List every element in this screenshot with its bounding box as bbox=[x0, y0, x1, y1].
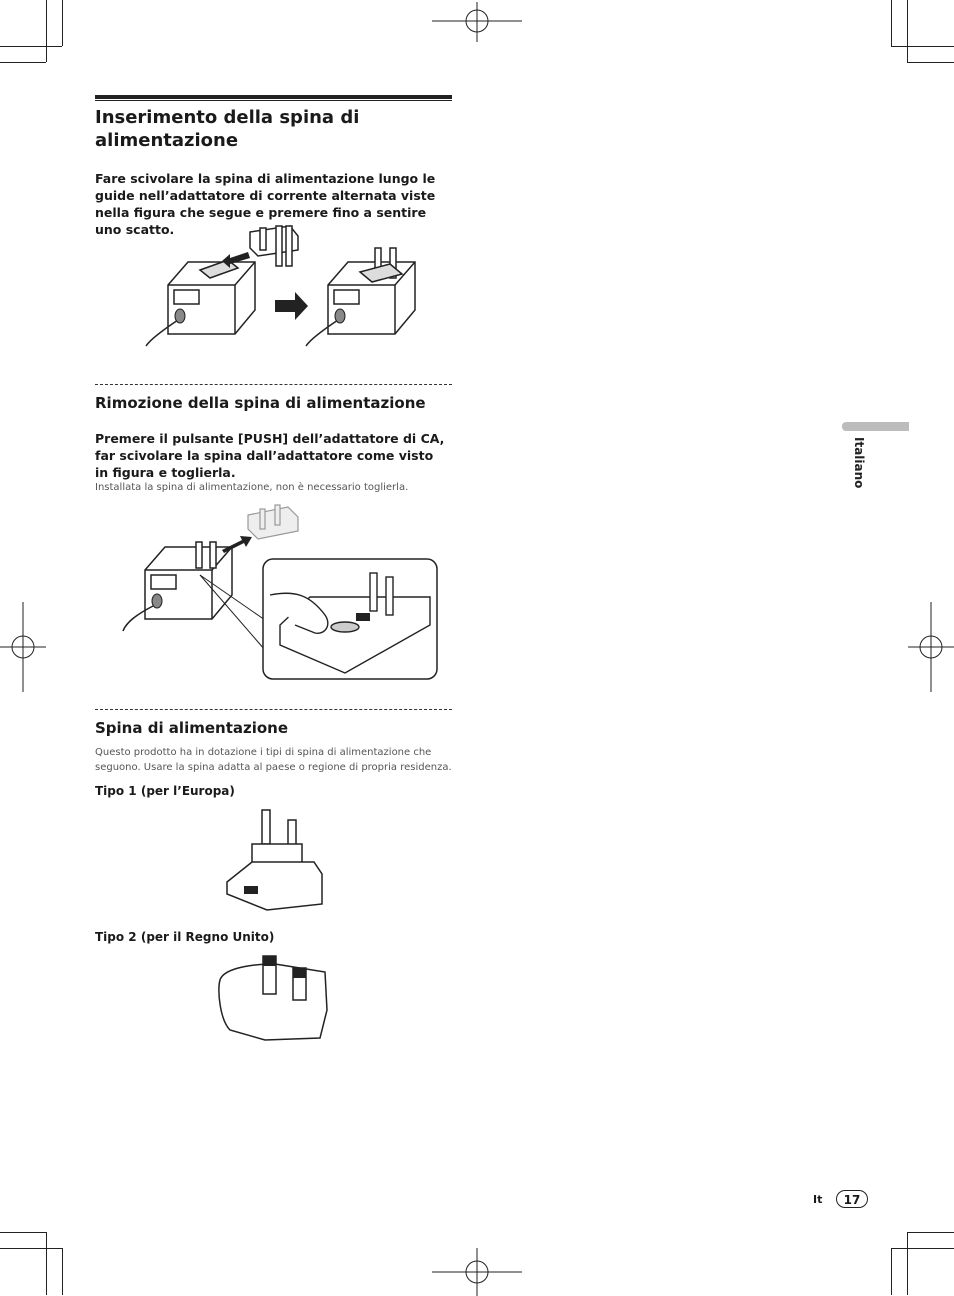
language-tab-label: Italiano bbox=[852, 437, 866, 489]
page-number: 17 bbox=[836, 1190, 868, 1208]
section-rule bbox=[95, 95, 452, 101]
insert-plug-illustration bbox=[140, 222, 420, 352]
crop-mark bbox=[46, 0, 47, 62]
section-divider bbox=[95, 709, 452, 710]
page-title: Inserimento della spina di alimentazione bbox=[95, 107, 360, 151]
crop-mark bbox=[0, 46, 62, 47]
crop-mark bbox=[907, 62, 954, 63]
plug-description: Questo prodotto ha in dotazione i tipi di spina di alimentazione che seguono. Usare la spina adatta al paese o regione di propria residenza. bbox=[95, 747, 452, 773]
crop-mark bbox=[0, 1248, 62, 1249]
crop-mark bbox=[62, 1248, 63, 1295]
crop-mark bbox=[907, 1232, 908, 1295]
type2-label: Tipo 2 (per il Regno Unito) bbox=[95, 930, 275, 944]
type1-label: Tipo 1 (per l’Europa) bbox=[95, 784, 235, 798]
crop-mark bbox=[0, 1232, 46, 1233]
crop-mark bbox=[891, 46, 954, 47]
insert-instruction: Fare scivolare la spina di alimentazione lungo le guide nell’adattatore di corrente alternata viste nella figura che segue e premere fino a sentire uno scatto. bbox=[95, 171, 436, 237]
crop-mark bbox=[891, 1248, 954, 1249]
footer-language-code: It bbox=[813, 1193, 823, 1206]
crop-mark bbox=[62, 0, 63, 46]
registration-mark-bottom bbox=[432, 1248, 522, 1296]
plug-section-title: Spina di alimentazione bbox=[95, 719, 289, 737]
europe-plug-illustration bbox=[222, 804, 332, 914]
registration-mark-top bbox=[432, 2, 522, 42]
remove-note: Installata la spina di alimentazione, non è necessario toglierla. bbox=[95, 482, 409, 493]
crop-mark bbox=[46, 1232, 47, 1295]
section-divider bbox=[95, 384, 452, 385]
registration-mark-right bbox=[908, 602, 954, 692]
crop-mark bbox=[891, 1248, 892, 1295]
registration-mark-left bbox=[0, 602, 46, 692]
crop-mark bbox=[891, 0, 892, 46]
remove-instruction: Premere il pulsante [PUSH] dell’adattatore di CA, far scivolare la spina dall’adattatore come visto in figura e toglierla. bbox=[95, 431, 445, 480]
uk-plug-illustration bbox=[215, 950, 335, 1045]
language-tab bbox=[842, 422, 909, 431]
crop-mark bbox=[0, 62, 46, 63]
remove-section-title: Rimozione della spina di alimentazione bbox=[95, 394, 426, 412]
crop-mark bbox=[907, 1232, 954, 1233]
remove-plug-illustration bbox=[120, 495, 440, 685]
crop-mark bbox=[907, 0, 908, 62]
